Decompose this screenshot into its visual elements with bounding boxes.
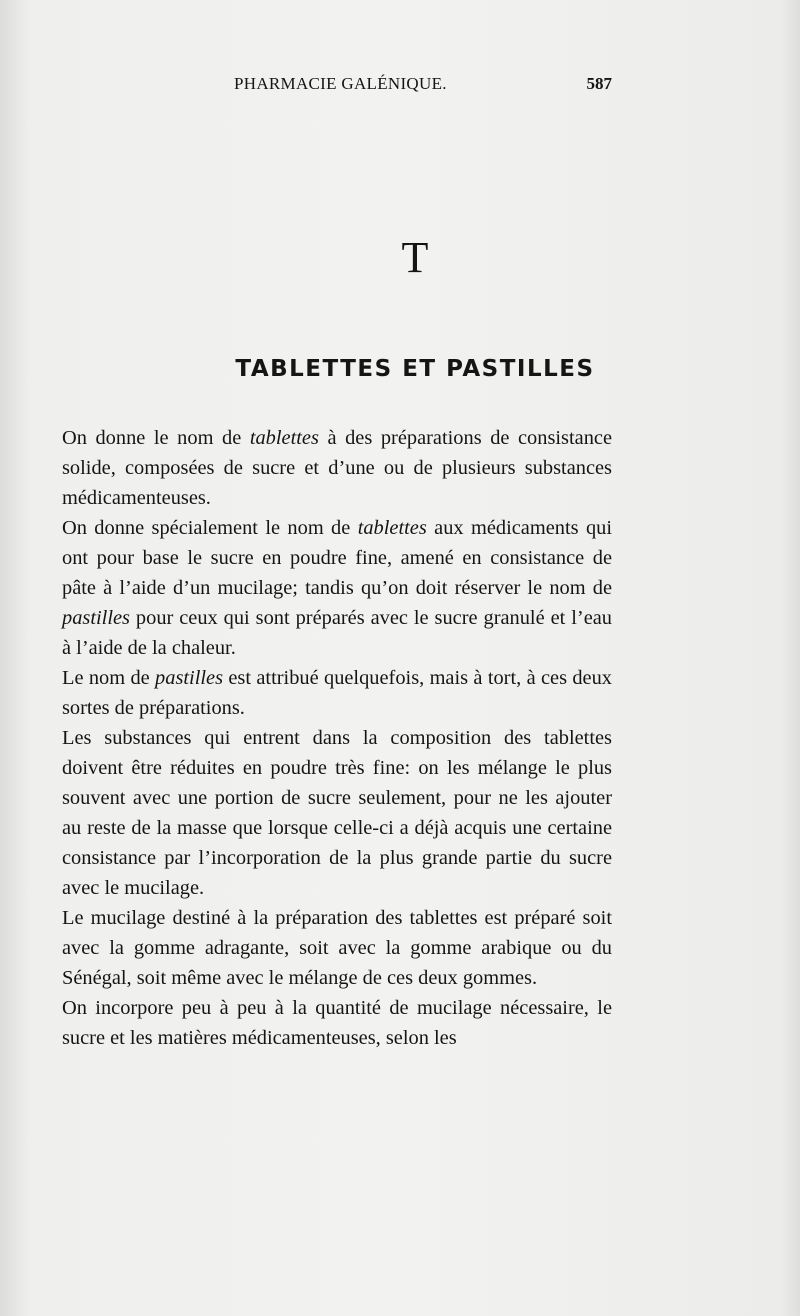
paragraph [62, 993, 612, 1053]
paragraph-text: à des préparations de consistance solide, composées de sucre et d’une ou de plusieurs substances médicamenteuses. [62, 427, 612, 509]
paragraph [62, 723, 612, 903]
paragraph [62, 903, 612, 993]
italic-term: pastilles [62, 607, 130, 629]
section-title: TABLETTES ET PASTILLES [235, 356, 595, 382]
body-text [62, 423, 612, 1053]
paragraph-text: est attribué quelquefois, mais à tort, à ces deux sortes de préparations. [62, 667, 612, 719]
running-head [62, 74, 612, 100]
running-title: PHARMACIE GALÉNIQUE. [234, 74, 447, 93]
paragraph [62, 513, 612, 663]
italic-term: pastilles [155, 667, 224, 689]
paragraph [62, 423, 612, 513]
paragraph [62, 663, 612, 723]
paragraph-text: On donne spécialement le nom de [62, 517, 358, 539]
paragraph-text: pour ceux qui sont préparés avec le sucre granulé et l’eau à l’aide de la chaleur. [62, 607, 612, 659]
paragraph-text: On donne le nom de [62, 427, 250, 449]
page-number: 587 [586, 74, 612, 93]
paragraph-text: On incorpore peu à peu à la quantité de mucilage nécessaire, le sucre et les matières médicamenteuses, selon les [62, 997, 612, 1049]
italic-term: tablettes [249, 427, 319, 449]
paragraph-text: Le mucilage destiné à la préparation des tablettes est préparé soit avec la gomme adragante, soit avec la gomme arabique ou du Sénégal, soit même avec le mélange de ces deux gommes. [62, 907, 612, 989]
paragraph-text: Les substances qui entrent dans la composition des tablettes doivent être réduites en poudre très fine: on les mélange le plus souvent avec une portion de sucre seulement, pour ne les ajouter au reste de la masse que lorsque celle-ci a déjà acquis une certaine consistance par l’incorporation de la plus grande partie du sucre avec le mucilage. [62, 727, 612, 899]
paragraph-text: Le nom de [62, 667, 156, 689]
paragraph-text: aux médicaments qui ont pour base le sucre en poudre fine, amené en consistance de pâte à l’aide d’un mucilage; tandis qu’on doit réserver le nom de [62, 517, 612, 599]
section-letter: T [401, 233, 429, 282]
italic-term: tablettes [357, 517, 427, 539]
